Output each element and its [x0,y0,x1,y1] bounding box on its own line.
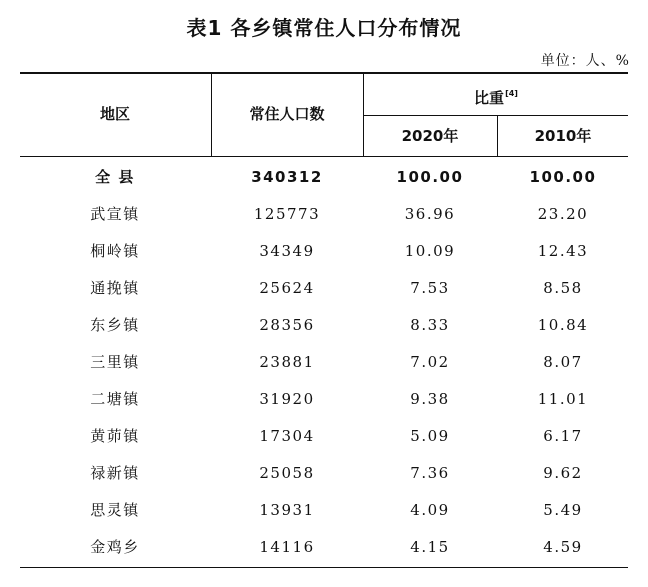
region-cell: 全 县 [95,168,135,186]
ratio-2020-cell: 7.02 [410,353,450,371]
region-cell: 通挽镇 [90,279,140,297]
ratio-2020-cell: 9.38 [410,390,450,408]
header-year-2020 [364,126,496,146]
header-year-2020-label: 2020年 [401,127,459,145]
region-cell: 金鸡乡 [90,538,140,556]
population-cell: 125773 [253,205,321,223]
population-cell: 25058 [259,464,315,482]
header-year-2010-label: 2010年 [534,127,592,145]
ratio-2020-cell: 8.33 [410,316,450,334]
table-row [0,270,648,307]
ratio-2020-cell: 7.53 [410,279,450,297]
ratio-2010-cell: 12.43 [537,242,589,260]
ratio-2010-cell: 10.84 [537,316,589,334]
region-cell: 禄新镇 [90,464,140,482]
header-ratio-label: 比重 [474,89,505,107]
header-region [20,104,210,124]
region-cell: 桐岭镇 [90,242,140,260]
table-row [0,418,648,455]
ratio-2020-cell: 4.15 [410,538,450,556]
population-cell: 25624 [259,279,315,297]
region-cell: 思灵镇 [90,501,140,519]
table-top-rule [20,72,628,74]
header-region-label: 地区 [99,105,130,123]
table-row [0,233,648,270]
population-cell: 31920 [259,390,315,408]
table-row [0,381,648,418]
ratio-2020-cell: 7.36 [410,464,450,482]
ratio-2010-cell: 11.01 [537,390,589,408]
table-row [0,529,648,566]
ratio-2010-cell: 5.49 [543,501,583,519]
population-cell: 23881 [259,353,315,371]
table-row [0,307,648,344]
population-cell: 17304 [259,427,315,445]
table-bottom-rule [20,567,628,568]
population-cell: 14116 [259,538,315,556]
ratio-2020-cell: 4.09 [410,501,450,519]
ratio-2020-cell: 10.09 [404,242,456,260]
header-ratio [364,84,628,108]
ratio-2010-cell: 4.59 [543,538,583,556]
population-cell: 340312 [251,168,323,186]
ratio-2010-cell: 8.07 [543,353,583,371]
region-cell: 黄茆镇 [90,427,140,445]
unit-note: 单位：人、% [540,53,630,69]
header-population [212,104,362,124]
region-cell: 三里镇 [90,353,140,371]
ratio-2010-cell: 100.00 [529,168,597,186]
table-row-total [0,159,648,196]
ratio-2020-cell: 36.96 [404,205,456,223]
table-row [0,196,648,233]
table-title: 表1 各乡镇常住人口分布情况 [186,16,462,40]
table-row [0,455,648,492]
ratio-2020-cell: 5.09 [410,427,450,445]
table-row [0,344,648,381]
header-year-2010 [498,126,628,146]
population-cell: 34349 [259,242,315,260]
ratio-subheader-rule [364,115,628,116]
region-cell: 武宣镇 [90,205,140,223]
table-row [0,492,648,529]
ratio-2010-cell: 9.62 [543,464,583,482]
region-cell: 二塘镇 [90,390,140,408]
ratio-2020-cell: 100.00 [396,168,464,186]
population-cell: 28356 [259,316,315,334]
ratio-footnote-ref: [4] [505,89,518,98]
header-population-label: 常住人口数 [249,105,325,123]
ratio-2010-cell: 23.20 [537,205,589,223]
region-cell: 东乡镇 [90,316,140,334]
ratio-2010-cell: 8.58 [543,279,583,297]
population-cell: 13931 [259,501,315,519]
ratio-2010-cell: 6.17 [543,427,583,445]
header-bottom-rule [20,156,628,157]
